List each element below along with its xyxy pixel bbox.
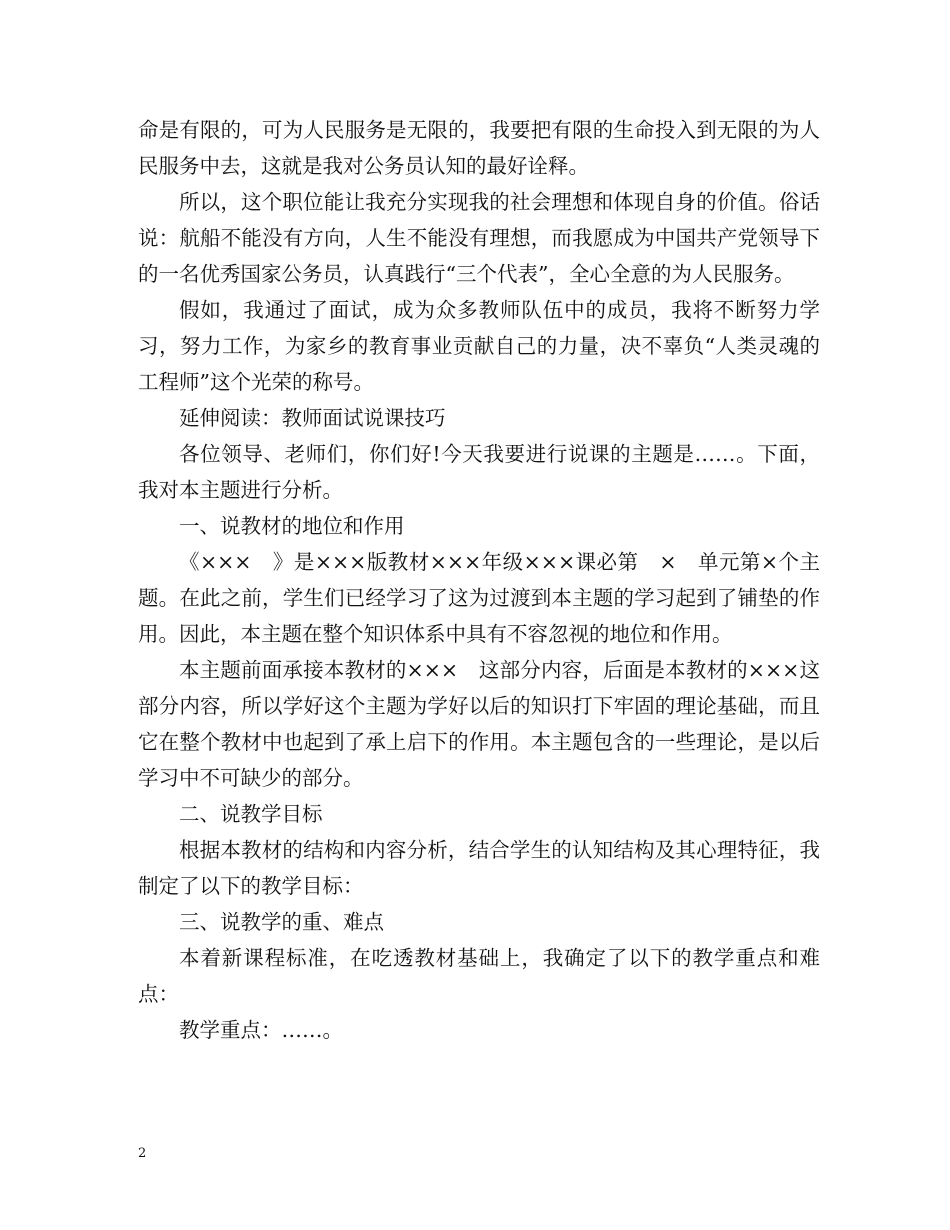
heading-textbook-role: 一、说教材的地位和作用 [179, 514, 405, 538]
paragraph-key-points: 本着新课程标准，在吃透教材基础上，我确定了以下的教学重点和难点： [138, 946, 820, 1006]
paragraph-continued: 命是有限的，可为人民服务是无限的，我要把有限的生命投入到无限的为人民服务中去，这就是我对公务员认知的最好诠释。 [138, 118, 820, 178]
page-number: 2 [138, 1146, 147, 1161]
paragraph-greeting: 各位领导、老师们，你们好!今天我要进行说课的主题是……。下面，我对本主题进行分析。 [138, 442, 820, 502]
heading-key-points: 三、说教学的重、难点 [179, 910, 384, 934]
paragraph-job-value: 所以，这个职位能让我充分实现我的社会理想和体现自身的价值。俗话说：航船不能没有方向，人生不能没有理想，而我愿成为中国共产党领导下的一名优秀国家公务员，认真践行“三个代表”，全心全意的为人民服务。 [138, 190, 820, 286]
paragraph-teaching-focus: 教学重点：……。 [179, 1018, 343, 1042]
paragraph-extended-reading: 延伸阅读：教师面试说课技巧 [179, 406, 446, 430]
paragraph-interview-pass: 假如，我通过了面试，成为众多教师队伍中的成员，我将不断努力学习，努力工作，为家乡的教育事业贡献自己的力量，决不辜负“人类灵魂的工程师”这个光荣的称号。 [138, 298, 820, 394]
paragraph-teaching-goals: 根据本教材的结构和内容分析，结合学生的认知结构及其心理特征，我制定了以下的教学目标： [138, 838, 820, 898]
heading-teaching-goals: 二、说教学目标 [179, 802, 323, 826]
paragraph-topic-connection: 本主题前面承接本教材的××× 这部分内容，后面是本教材的×××这部分内容，所以学好这个主题为学好以后的知识打下牢固的理论基础，而且它在整个教材中也起到了承上启下的作用。本主题包含的一些理论，是以后学习中不可缺少的部分。 [138, 658, 820, 790]
paragraph-textbook-position: 《××× 》是×××版教材×××年级×××课必第 × 单元第×个主题。在此之前，学生们已经学习了这为过渡到本主题的学习起到了铺垫的作用。因此，本主题在整个知识体系中具有不容忽视的地位和作用。 [138, 550, 820, 646]
body-text [138, 112, 820, 1048]
